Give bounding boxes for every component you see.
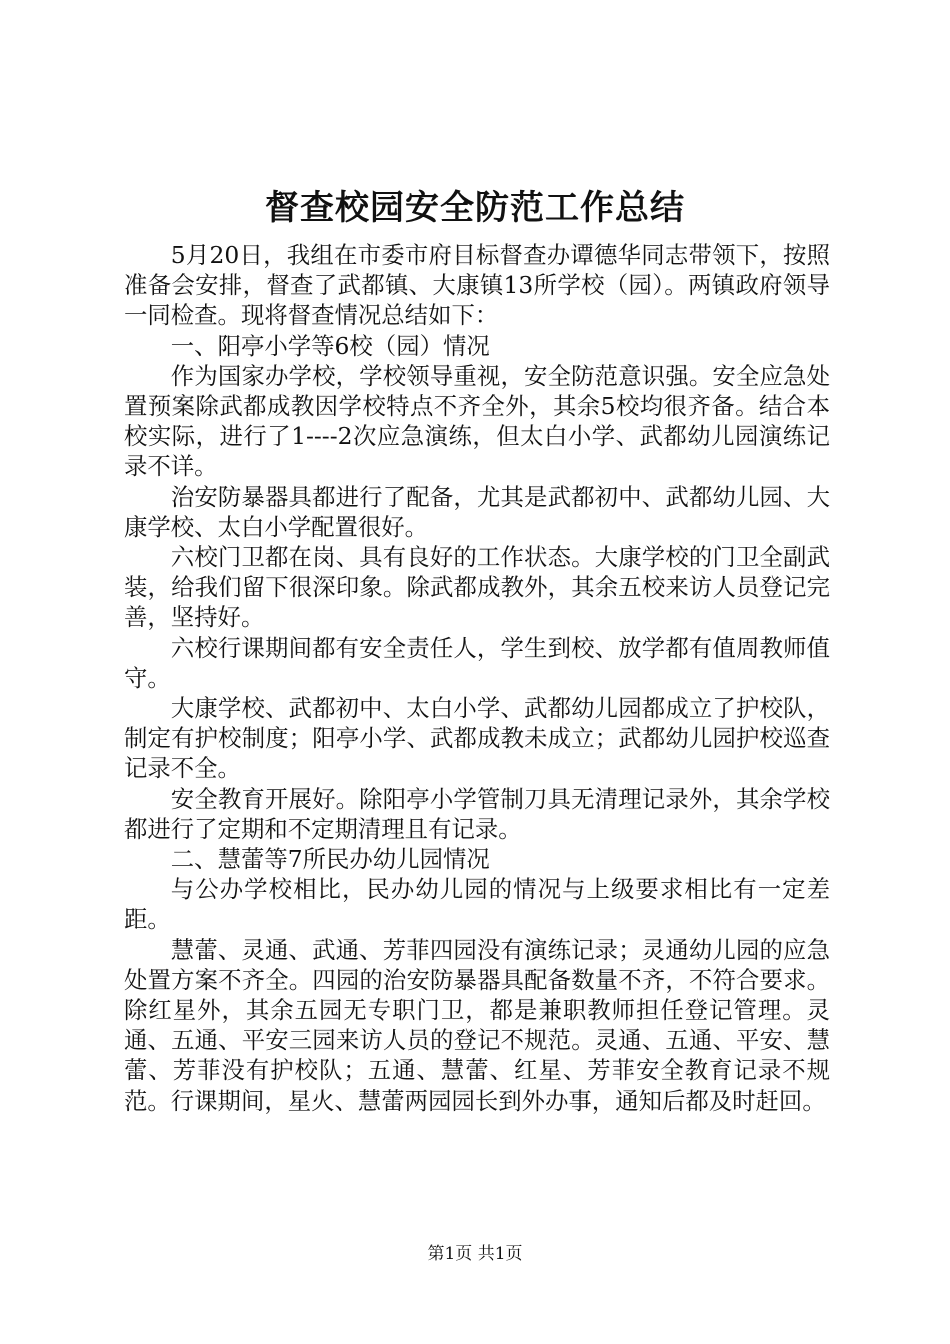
paragraph: 与公办学校相比，民办幼儿园的情况与上级要求相比有一定差距。 [124, 875, 830, 934]
section-heading-2: 二、慧蕾等7所民办幼儿园情况 [170, 845, 490, 874]
paragraph: 安全教育开展好。除阳亭小学管制刀具无清理记录外，其余学校都进行了定期和不定期清理且有记录。 [124, 784, 830, 843]
paragraph: 六校行课期间都有安全责任人，学生到校、放学都有值周教师值守。 [124, 633, 830, 692]
page-footer: 第1页 共1页 [427, 1244, 523, 1264]
paragraph: 慧蕾、灵通、武通、芳菲四园没有演练记录；灵通幼儿园的应急处置方案不齐全。四园的治安防暴器具配备数量不齐，不符合要求。除红星外，其余五园无专职门卫，都是兼职教师担任登记管理。灵通、五通、平安三园来访人员的登记不规范。灵通、五通、平安、慧蕾、芳菲没有护校队；五通、慧蕾、红星、芳菲安全教育记录不规范。行课期间，星火、慧蕾两园园长到外办事，通知后都及时赶回。 [124, 935, 830, 1115]
paragraph: 作为国家办学校，学校领导重视，安全防范意识强。安全应急处置预案除武都成教因学校特点不齐全外，其余5校均很齐备。结合本校实际，进行了1----2次应急演练，但太白小学、武都幼儿园演练记录不详。 [124, 361, 830, 481]
paragraph-intro: 5月20日，我组在市委市府目标督查办谭德华同志带领下，按照准备会安排，督查了武都镇、大康镇13所学校（园）。两镇政府领导一同检查。现将督查情况总结如下： [124, 241, 830, 330]
document-title: 督查校园安全防范工作总结 [265, 188, 685, 228]
section-heading-1: 一、阳亭小学等6校（园）情况 [170, 331, 490, 360]
paragraph: 大康学校、武都初中、太白小学、武都幼儿园都成立了护校队，制定有护校制度；阳亭小学、武都成教未成立；武都幼儿园护校巡查记录不全。 [124, 694, 830, 783]
paragraph: 治安防暴器具都进行了配备，尤其是武都初中、武都幼儿园、大康学校、太白小学配置很好。 [124, 482, 830, 541]
paragraph: 六校门卫都在岗、具有良好的工作状态。大康学校的门卫全副武装，给我们留下很深印象。除武都成教外，其余五校来访人员登记完善，坚持好。 [124, 543, 830, 632]
document-body [124, 240, 830, 1116]
